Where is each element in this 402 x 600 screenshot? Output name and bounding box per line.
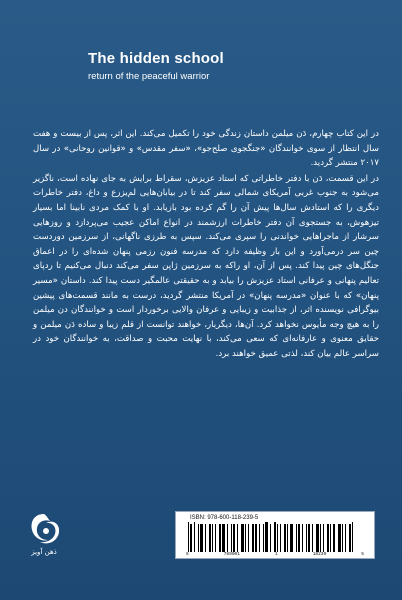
barcode-bar xyxy=(270,524,271,552)
barcode-bar xyxy=(312,524,313,552)
blurb-paragraph-2: در این قسمت، دَن با دفتر خاطراتی که استاد عزیزش، سقراط برایش به جای نهاده است، ناگزیر می‌شود به جنوب غربی آمریکای شمالی سفر کند تا در بیابان‌هایی لم‌یزرع و داغ، دفتر خاطرات دیگری را که استادش سال‌ها پیش آن را گم کرده بود بازیابد. او با کمک مردی نابینا اما بسیار تیزهوش، به جستجوی آن دفتر خاطرات ارزشمند در انواع اماکن عجیب می‌پردازد و روزهایی سرشار از ماجراهایی خواندنی را سپری می‌کند. سپس به طرزی ناگهانی، از سرزمین دوردست چین سر درمی‌آورد و این بار وظیفه دارد که مدرسه فنون رزمی پنهان شده‌ای را در اعماق جنگل‌های چین پیدا کند. پس از آن، او راکه به سرزمین ژاپن سفر می‌کند دنبال می‌کنیم تا ردپای تعالیم پنهانی و عرفانی استاد عزیزش را بیابد و به حقیقتی عالمگیر دست پیدا کند. داستان «مسیر پنهان» که با عنوان «مدرسه پنهان» در آمریکا منتشر گردید، درست به مانند قسمت‌های پیشین بیوگرافی نویسنده اثر، از جذابیت و زیبایی و عرفان والایی برخوردار است و خوانندگان دن میلمن را به هیچ وجه مأیوس نخواهد کرد. آن‌ها، دیگربار، خواهند توانست از قلم زیبا و ساده دَن میلمن و حقایق معنوی و عارفانه‌ای که سعی می‌کند، با نهایت محبت و صداقت، به خوانندگان خود در سراسر عالم بیان کند، لذتی عمیق خواهند برد. xyxy=(33,173,379,359)
title-block xyxy=(88,50,368,83)
barcode-bar xyxy=(205,524,206,552)
barcode-bar xyxy=(245,524,246,552)
isbn-number: ISBN: 978-600-118-239-5 xyxy=(190,515,259,521)
book-title: The hidden school xyxy=(88,50,224,67)
barcode-bar xyxy=(330,524,331,552)
barcode-bar xyxy=(327,524,329,552)
barcode-bar xyxy=(338,524,341,552)
book-subtitle: return of the peaceful warrior xyxy=(88,71,210,82)
barcode-digit-group: 5 xyxy=(361,552,364,557)
barcode-bar xyxy=(231,524,232,552)
barcode-bar xyxy=(215,524,216,552)
barcode-bar xyxy=(280,524,281,552)
barcode-bar xyxy=(345,524,346,552)
barcode-bar xyxy=(209,524,211,552)
barcode-bar xyxy=(200,524,203,552)
barcode-digits xyxy=(182,552,368,557)
barcode-bar xyxy=(198,524,199,552)
barcode-bar xyxy=(274,522,276,552)
barcode-bar xyxy=(284,524,286,552)
barcode-bar xyxy=(290,524,293,552)
barcode-digit-group: 18239 xyxy=(312,552,327,557)
barcode-bar xyxy=(222,524,225,552)
barcode-bar xyxy=(323,524,324,552)
barcode-bar xyxy=(277,524,278,552)
barcode-bar xyxy=(308,524,310,552)
barcode-bar xyxy=(316,524,319,552)
barcode-bar xyxy=(190,524,192,552)
isbn-barcode xyxy=(175,511,375,559)
barcode-bar xyxy=(219,524,221,552)
publisher-logo-icon xyxy=(26,510,62,548)
barcode-bar xyxy=(263,524,264,552)
barcode-bar xyxy=(237,524,238,552)
barcode-bar xyxy=(296,524,297,552)
barcode-digit-group: 6 xyxy=(186,552,189,557)
barcode-bar xyxy=(320,524,321,552)
barcode-bar xyxy=(259,524,260,552)
barcode-digit-group: 789001 xyxy=(223,552,240,557)
publisher-name: ذهن آویز xyxy=(31,548,57,556)
barcode-bar xyxy=(265,522,268,552)
barcode-bar xyxy=(248,524,249,552)
barcode-bar xyxy=(194,522,195,552)
blurb-paragraph-1: در این کتاب چهارم، دَن میلمن داستان زندگی خود را تکمیل می‌کند. این اثر، پس از بیست و هفت سال انتظار از سوی خوانندگان «جنگجوی صلح‌جو»، «سفر مقدس» و «قوانین روحانی» در سال ۲۰۱۷ منتشر گردید. xyxy=(33,129,379,169)
barcode-bar xyxy=(287,524,288,552)
barcode-bar xyxy=(255,524,257,552)
barcode-bar xyxy=(349,524,351,552)
barcode-bar xyxy=(352,522,353,552)
barcode-bar xyxy=(188,522,189,552)
barcode-digit-group: 1 xyxy=(274,552,278,557)
barcode-bar xyxy=(298,524,300,552)
barcode-bar xyxy=(212,524,213,552)
publisher-logo xyxy=(26,510,62,564)
barcode-bar xyxy=(227,524,228,552)
barcode-bar xyxy=(302,524,303,552)
barcode-bars xyxy=(182,524,368,552)
barcode-bar xyxy=(342,524,343,552)
barcode-bar xyxy=(233,524,235,552)
barcode-bar xyxy=(241,524,244,552)
barcode-bar xyxy=(306,524,307,552)
barcode-bar xyxy=(333,524,335,552)
barcode-bar xyxy=(252,524,254,552)
blurb-text xyxy=(33,127,379,363)
